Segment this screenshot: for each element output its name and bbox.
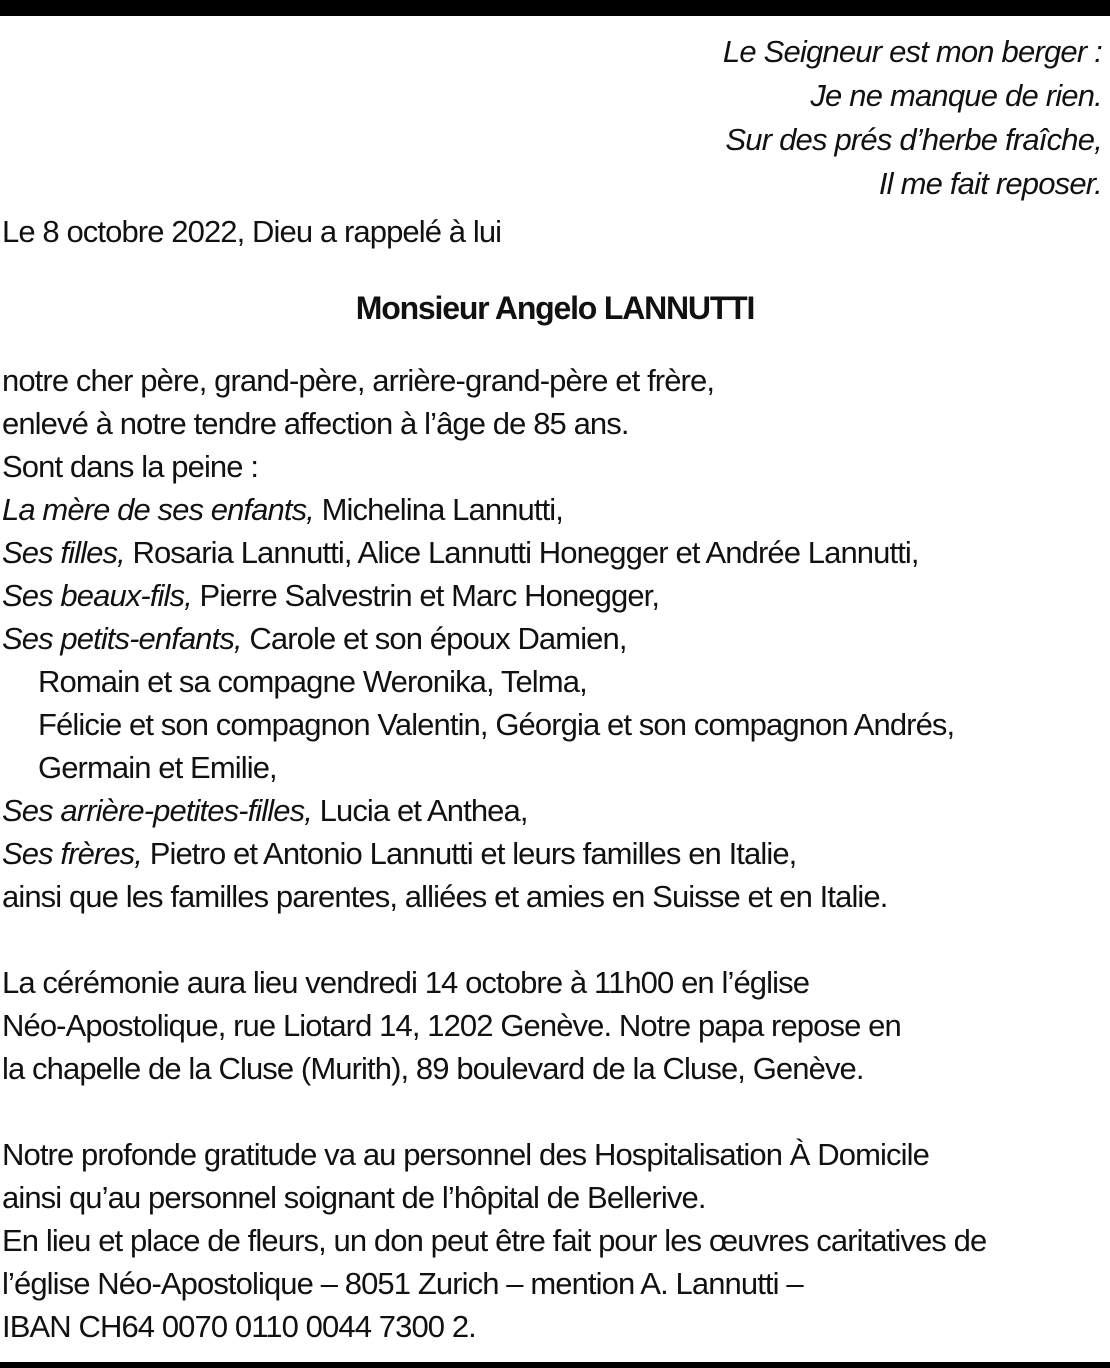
family-names: Carole et son époux Damien, xyxy=(241,621,627,656)
verse-line: Le Seigneur est mon berger : xyxy=(722,34,1102,69)
family-grandchildren-cont: Félicie et son compagnon Valentin, Géorgia et son compagnon Andrés, xyxy=(38,707,955,742)
family-mother xyxy=(2,490,563,530)
family-grandchildren-cont: Romain et sa compagne Weronika, Telma, xyxy=(38,664,587,699)
gratitude-line: ainsi qu’au personnel soignant de l’hôpital de Bellerive. xyxy=(2,1180,706,1215)
top-rule xyxy=(0,0,1110,16)
deceased-name: Monsieur Angelo LANNUTTI xyxy=(355,290,755,326)
family-grandchildren-cont: Germain et Emilie, xyxy=(38,750,277,785)
family-grandchildren xyxy=(2,619,627,659)
verse-line: Sur des prés d’herbe fraîche, xyxy=(725,122,1102,157)
bottom-rule xyxy=(0,1362,1110,1368)
family-others: ainsi que les familles parentes, alliées et amies en Suisse et en Italie. xyxy=(2,879,888,914)
body-line: enlevé à notre tendre affection à l’âge de 85 ans. xyxy=(2,406,629,441)
family-brothers xyxy=(2,834,796,874)
gratitude-line: l’église Néo-Apostolique – 8051 Zurich – mention A. Lannutti – xyxy=(2,1266,803,1301)
family-names: Michelina Lannutti, xyxy=(313,492,563,527)
verse-line: Il me fait reposer. xyxy=(878,166,1102,201)
family-label: Ses beaux-fils, xyxy=(2,578,192,613)
family-label: Ses petits-enfants, xyxy=(2,621,242,656)
family-names: Pietro et Antonio Lannutti et leurs familles en Italie, xyxy=(141,836,797,871)
body-line: Sont dans la peine : xyxy=(2,449,259,484)
family-names: Pierre Salvestrin et Marc Honegger, xyxy=(191,578,660,613)
family-sons-in-law xyxy=(2,576,659,616)
ceremony-line: Néo-Apostolique, rue Liotard 14, 1202 Genève. Notre papa repose en xyxy=(2,1008,901,1043)
family-label: Ses frères, xyxy=(2,836,142,871)
family-great-grandchildren xyxy=(2,791,528,831)
iban-line: IBAN CH64 0070 0110 0044 7300 2. xyxy=(2,1309,476,1344)
ceremony-line: La cérémonie aura lieu vendredi 14 octobre à 11h00 en l’église xyxy=(2,965,810,1000)
family-names: Lucia et Anthea, xyxy=(311,793,528,828)
body-line: notre cher père, grand-père, arrière-grand-père et frère, xyxy=(2,363,715,398)
ceremony-line: la chapelle de la Cluse (Murith), 89 boulevard de la Cluse, Genève. xyxy=(2,1051,864,1086)
family-names: Rosaria Lannutti, Alice Lannutti Honegger et Andrée Lannutti, xyxy=(124,535,919,570)
family-daughters xyxy=(2,533,919,573)
verse-line: Je ne manque de rien. xyxy=(810,78,1102,113)
family-label: Ses filles, xyxy=(2,535,125,570)
family-label: La mère de ses enfants, xyxy=(2,492,314,527)
psalm-verse xyxy=(723,30,1102,206)
gratitude-line: En lieu et place de fleurs, un don peut être fait pour les œuvres caritatives de xyxy=(2,1223,987,1258)
gratitude-line: Notre profonde gratitude va au personnel des Hospitalisation À Domicile xyxy=(2,1137,929,1172)
intro-line: Le 8 octobre 2022, Dieu a rappelé à lui xyxy=(2,214,502,249)
family-label: Ses arrière-petites-filles, xyxy=(2,793,312,828)
